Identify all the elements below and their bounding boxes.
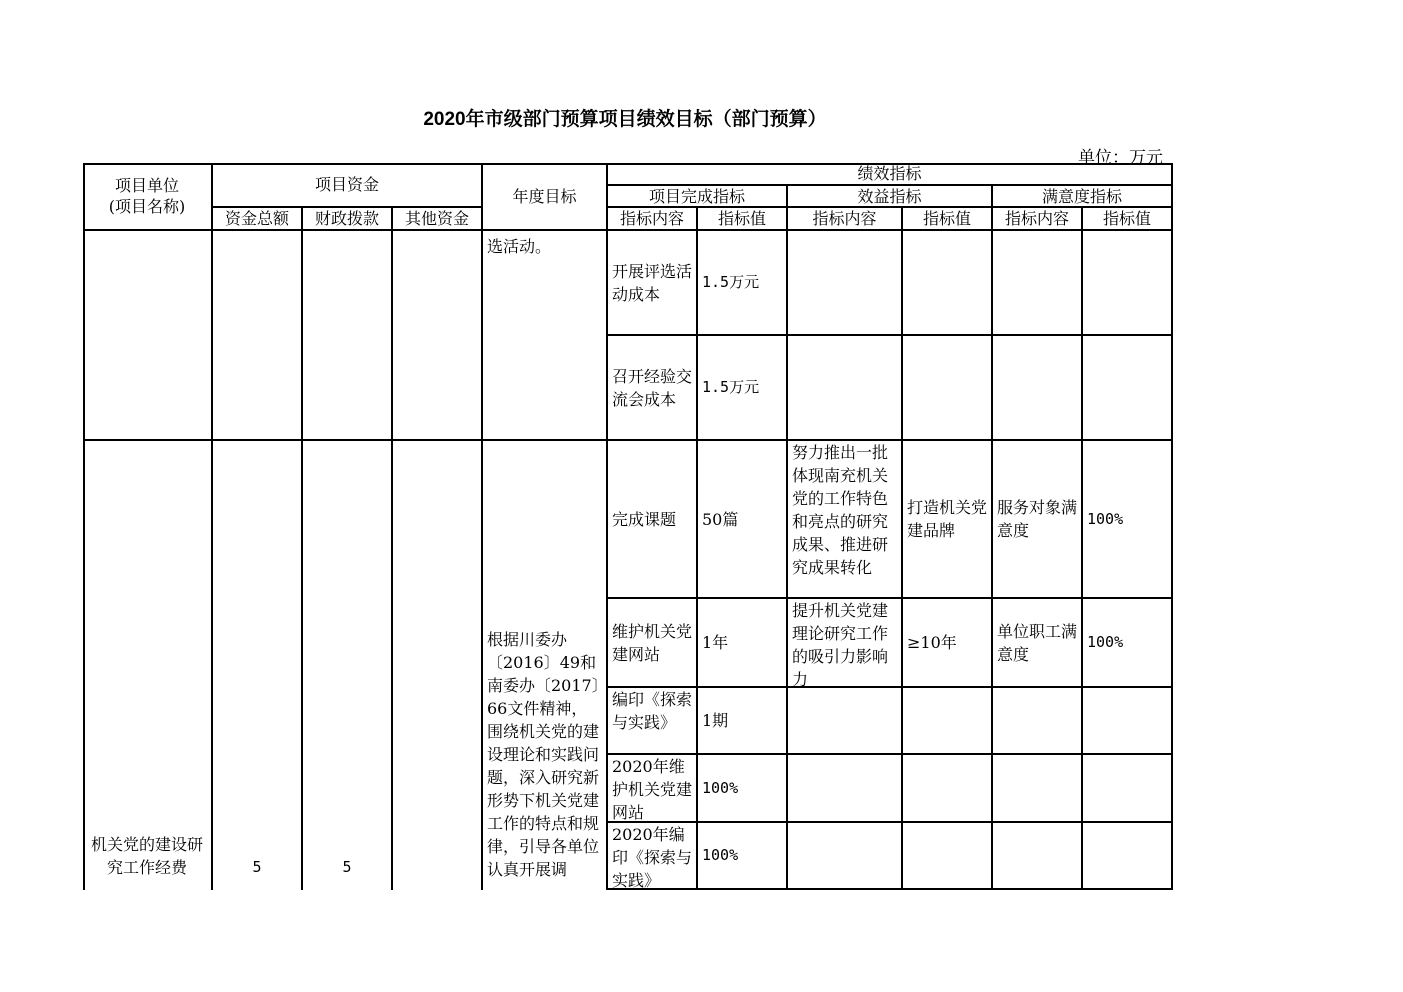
section1-goal-text: 选活动。 <box>487 237 552 256</box>
header-satisfaction-content: 指标内容 <box>993 208 1083 231</box>
header-completion-content: 指标内容 <box>608 208 698 231</box>
section2-row2-benefit-value: ≥10年 <box>903 599 993 688</box>
header-benefit-content: 指标内容 <box>788 208 903 231</box>
section2-row4-value: 100% <box>698 755 788 823</box>
section2-row5-content: 2020年编印《探索与实践》 <box>608 823 698 890</box>
header-other: 其他资金 <box>393 208 483 231</box>
section1-goal-cell <box>483 231 608 441</box>
section2-total-value: 5 <box>252 858 262 876</box>
section1-fiscal-cell <box>303 231 393 441</box>
section2-fiscal-value: 5 <box>342 858 352 876</box>
section2-row1-benefit-value: 打造机关党建品牌 <box>903 441 993 599</box>
header-funds: 项目资金 <box>213 163 483 208</box>
section1-row1-content: 开展评选活动成本 <box>608 231 698 336</box>
section2-row4-content: 2020年维护机关党建网站 <box>608 755 698 823</box>
section1-row2-value: 1.5万元 <box>698 336 788 441</box>
section2-row1-content: 完成课题 <box>608 441 698 599</box>
section1-row2-sat-content <box>993 336 1083 441</box>
section2-row4-sat-content <box>993 755 1083 823</box>
header-benefit: 效益指标 <box>788 186 993 208</box>
section2-row5-benefit-content <box>788 823 903 890</box>
section2-row1-sat-content: 服务对象满意度 <box>993 441 1083 599</box>
section2-row3-benefit-content <box>788 688 903 755</box>
section2-row3-benefit-value <box>903 688 993 755</box>
section2-row5-sat-value <box>1083 823 1173 890</box>
section2-row4-sat-value <box>1083 755 1173 823</box>
section2-row2-content: 维护机关党建网站 <box>608 599 698 688</box>
section2-row2-benefit-content: 提升机关党建理论研究工作的吸引力影响力 <box>788 599 903 688</box>
section2-row4-benefit-content <box>788 755 903 823</box>
header-annual-goal: 年度目标 <box>483 163 608 231</box>
section2-row3-sat-content <box>993 688 1083 755</box>
section2-other-cell <box>393 441 483 890</box>
section1-row2-sat-value <box>1083 336 1173 441</box>
section2-fiscal-cell <box>303 441 393 890</box>
header-satisfaction-value: 指标值 <box>1083 208 1173 231</box>
section2-goal-text: 根据川委办〔2016〕49和南委办〔2017〕66文件精神，围绕机关党的建设理论和实践问题，深入研究新形势下机关党建工作的特点和规律，引导各单位认真开展调 <box>487 630 600 879</box>
performance-table <box>83 163 1173 890</box>
section2-row5-sat-content <box>993 823 1083 890</box>
section2-row3-content: 编印《探索与实践》 <box>608 688 698 755</box>
section2-project-name: 机关党的建设研究工作经费 <box>90 835 203 877</box>
header-total: 资金总额 <box>213 208 303 231</box>
section2-row5-value: 100% <box>698 823 788 890</box>
section2-row1-sat-value: 100% <box>1083 441 1173 599</box>
section1-row1-sat-value <box>1083 231 1173 336</box>
header-fiscal: 财政拨款 <box>303 208 393 231</box>
section2-goal-cell <box>483 441 608 890</box>
header-completion-value: 指标值 <box>698 208 788 231</box>
header-satisfaction: 满意度指标 <box>993 186 1173 208</box>
section1-project-cell <box>83 231 213 441</box>
page-title: 2020年市级部门预算项目绩效目标（部门预算） <box>423 109 827 130</box>
header-project-unit: 项目单位 (项目名称) <box>83 163 213 231</box>
section2-row3-sat-value <box>1083 688 1173 755</box>
header-benefit-value: 指标值 <box>903 208 993 231</box>
section1-row1-benefit-value <box>903 231 993 336</box>
section2-row3-value: 1期 <box>698 688 788 755</box>
section2-project-cell <box>83 441 213 890</box>
section2-row2-sat-value: 100% <box>1083 599 1173 688</box>
section1-row2-benefit-content <box>788 336 903 441</box>
section1-row2-benefit-value <box>903 336 993 441</box>
section2-row4-benefit-value <box>903 755 993 823</box>
section1-row1-value: 1.5万元 <box>698 231 788 336</box>
section1-row2-content: 召开经验交流会成本 <box>608 336 698 441</box>
section2-row1-value: 50篇 <box>698 441 788 599</box>
section2-row1-benefit-content: 努力推出一批体现南充机关党的工作特色和亮点的研究成果、推进研究成果转化 <box>788 441 903 599</box>
section2-row5-benefit-value <box>903 823 993 890</box>
section1-other-cell <box>393 231 483 441</box>
unit-label: 单位：万元 <box>1078 148 1163 168</box>
section2-total-cell <box>213 441 303 890</box>
section2-row2-value: 1年 <box>698 599 788 688</box>
header-performance: 绩效指标 <box>608 163 1173 186</box>
section1-row1-sat-content <box>993 231 1083 336</box>
section1-row1-benefit-content <box>788 231 903 336</box>
header-completion: 项目完成指标 <box>608 186 788 208</box>
section1-total-cell <box>213 231 303 441</box>
section2-row2-sat-content: 单位职工满意度 <box>993 599 1083 688</box>
